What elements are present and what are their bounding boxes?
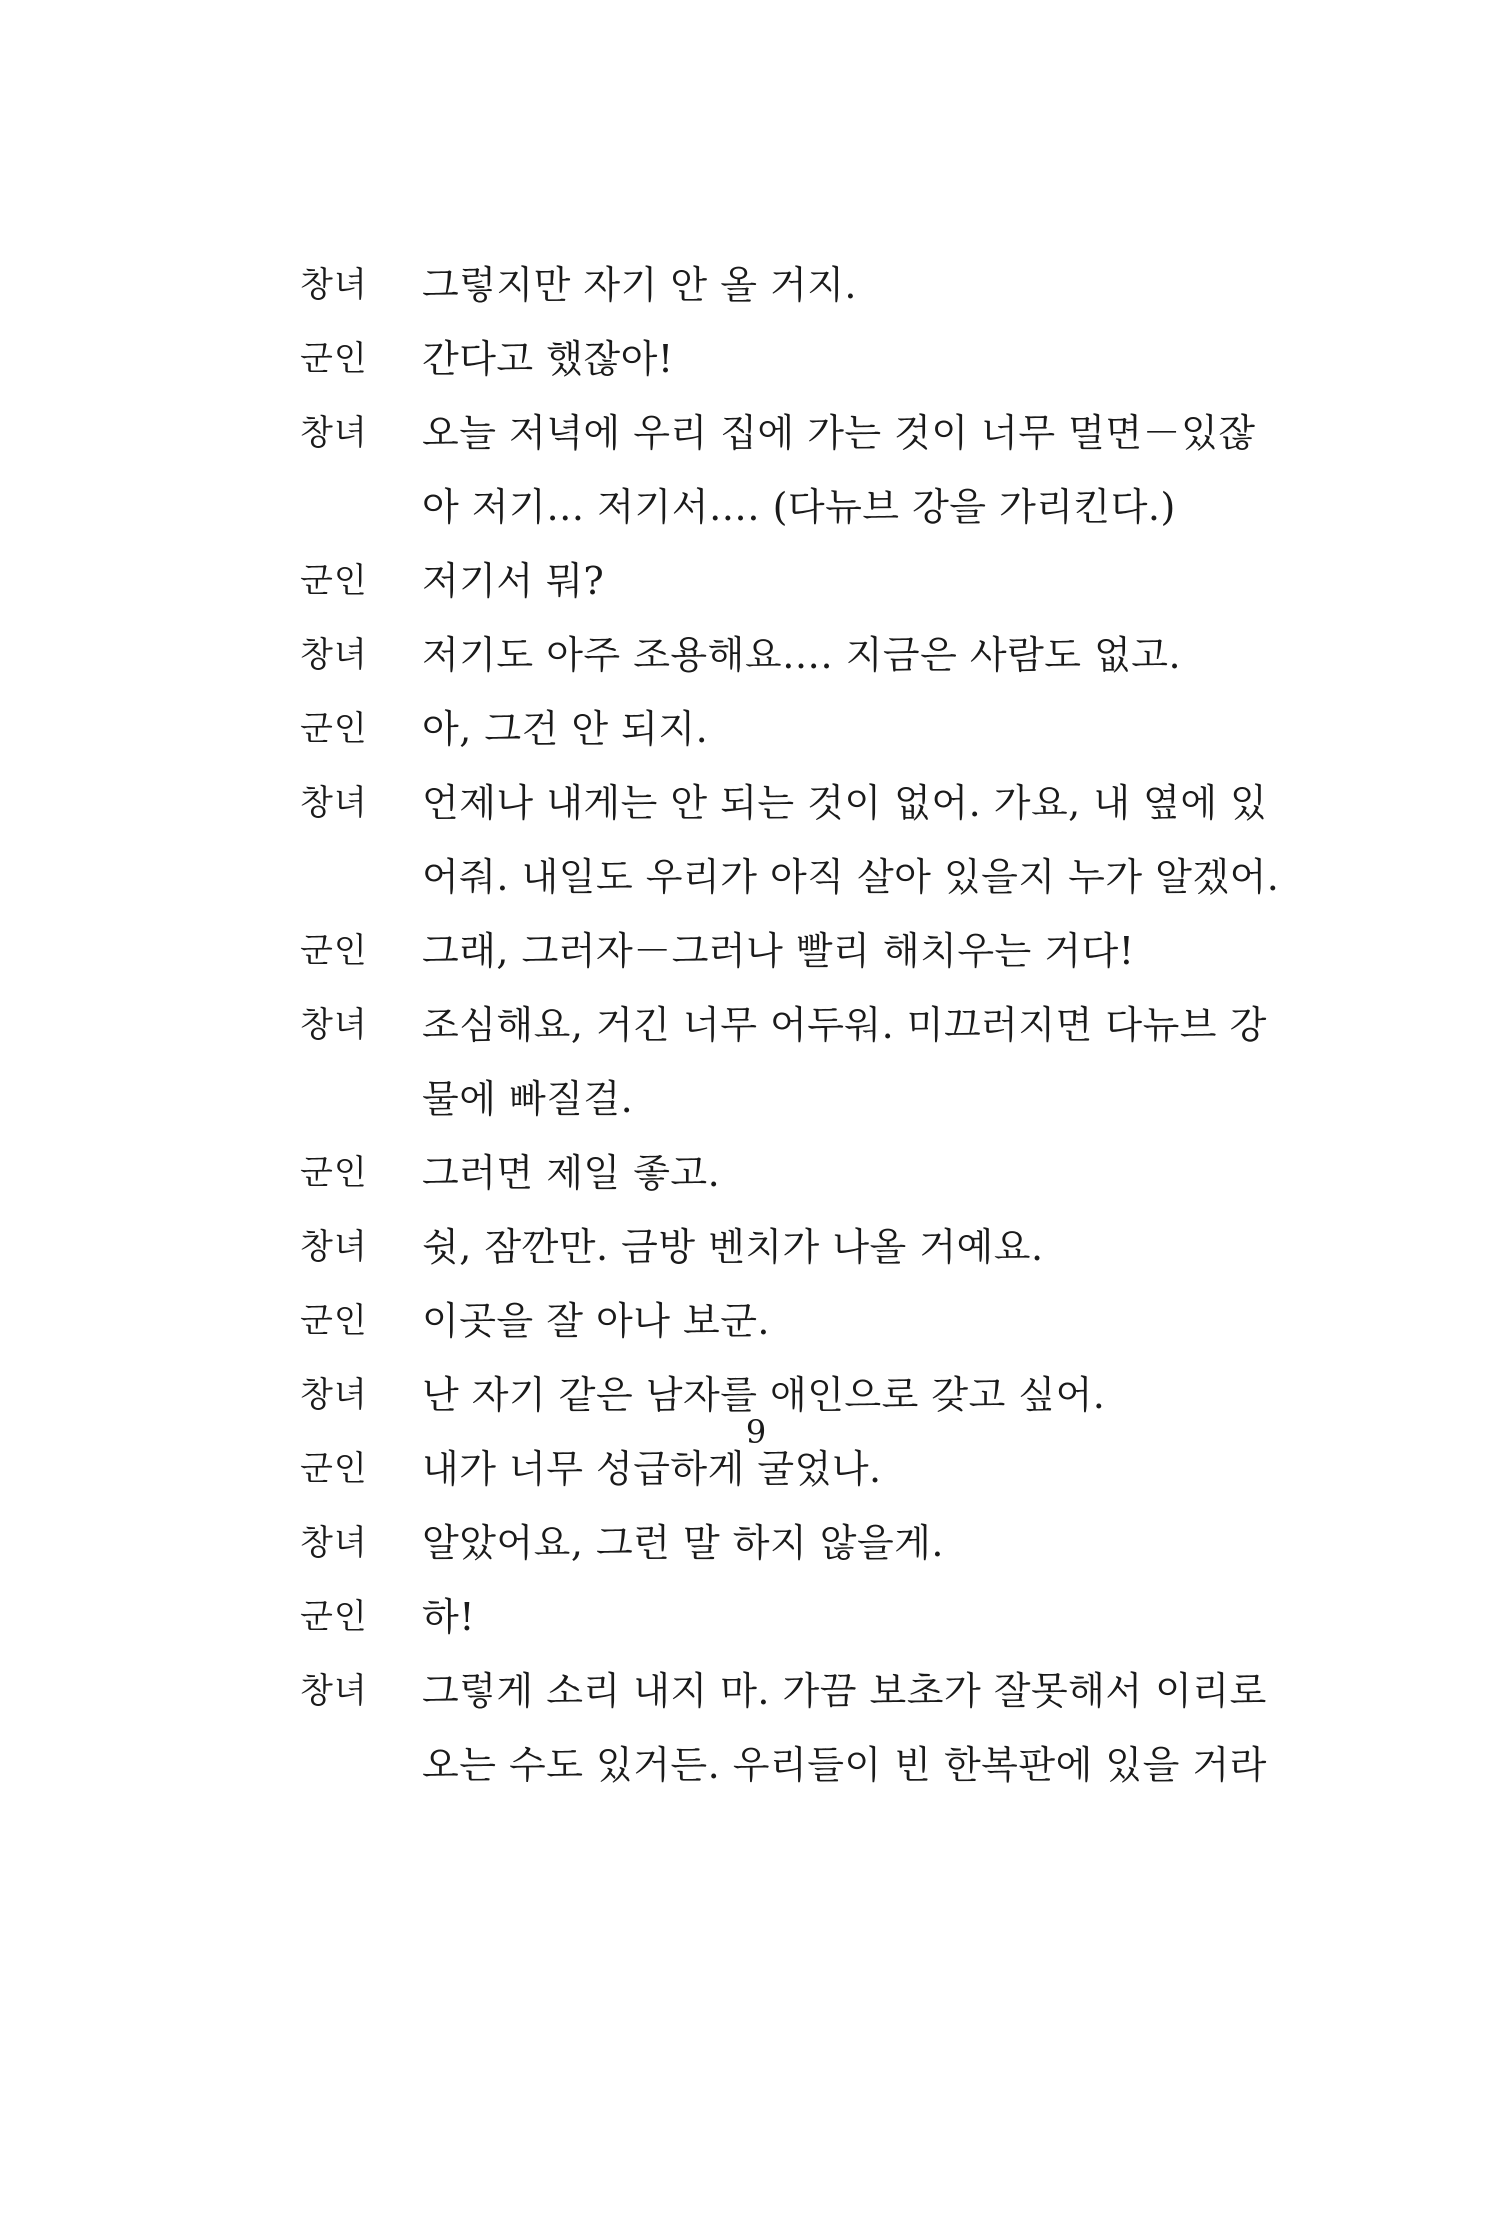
dialogue-line xyxy=(300,988,1267,1062)
dialogue-text: 알았어요, 그런 말 하지 않을게. xyxy=(422,1521,944,1565)
speaker-name: 창녀 xyxy=(300,1671,368,1711)
dialogue-line xyxy=(300,1506,1260,1580)
speaker-name: 창녀 xyxy=(300,413,368,453)
dialogue-text: 저기서 뭐? xyxy=(422,559,605,603)
page-number: 9 xyxy=(745,1413,767,1451)
dialogue-line xyxy=(300,322,1260,396)
dialogue-line xyxy=(300,914,1260,988)
dialogue-line xyxy=(300,1580,1260,1654)
speaker-name: 군인 xyxy=(300,339,368,379)
speaker-name: 군인 xyxy=(300,1301,368,1341)
dialogue-line xyxy=(300,1210,1260,1284)
dialogue-text: 그렇게 소리 내지 마. 가끔 보초가 잘못해서 이리로 xyxy=(422,1669,1267,1713)
dialogue-line xyxy=(300,396,1260,470)
dialogue-text: 오는 수도 있거든. 우리들이 빈 한복판에 있을 거라 xyxy=(422,1743,1267,1787)
dialogue-text: 그래, 그러자－그러나 빨리 해치우는 거다! xyxy=(422,929,1135,973)
dialogue-text: 그렇지만 자기 안 올 거지. xyxy=(422,263,857,307)
dialogue-text: 이곳을 잘 아나 보군. xyxy=(422,1299,770,1343)
speaker-name: 창녀 xyxy=(300,1523,368,1563)
speaker-name: 창녀 xyxy=(300,265,368,305)
dialogue-line xyxy=(300,248,1260,322)
dialogue-line xyxy=(300,692,1260,766)
dialogue-continuation-line xyxy=(300,840,1280,914)
dialogue-text: 언제나 내게는 안 되는 것이 없어. 가요, 내 옆에 있 xyxy=(422,781,1268,825)
dialogue-text: 하! xyxy=(422,1595,475,1639)
speaker-name: 군인 xyxy=(300,1597,368,1637)
speaker-name: 창녀 xyxy=(300,1227,368,1267)
dialogue-text: 물에 빠질걸. xyxy=(422,1077,634,1121)
dialogue-line xyxy=(300,618,1260,692)
speaker-name: 창녀 xyxy=(300,783,368,823)
dialogue-text: 조심해요, 거긴 너무 어두워. 미끄러지면 다뉴브 강 xyxy=(422,1003,1267,1047)
speaker-name: 창녀 xyxy=(300,1005,368,1045)
speaker-name: 군인 xyxy=(300,709,368,749)
speaker-name: 군인 xyxy=(300,561,368,601)
dialogue-line xyxy=(300,1284,1260,1358)
dialogue-continuation-line xyxy=(300,1728,1267,1802)
dialogue-text: 오늘 저녁에 우리 집에 가는 것이 너무 멀면－있잖 xyxy=(422,411,1256,455)
dialogue-text: 난 자기 같은 남자를 애인으로 갖고 싶어. xyxy=(422,1373,1106,1417)
speaker-name: 군인 xyxy=(300,1153,368,1193)
dialogue-line xyxy=(300,1654,1267,1728)
dialogue-text: 간다고 했잖아! xyxy=(422,337,674,381)
dialogue-text: 그러면 제일 좋고. xyxy=(422,1151,721,1195)
dialogue-text: 내가 너무 성급하게 굴었나. xyxy=(422,1447,882,1491)
speaker-name: 창녀 xyxy=(300,635,368,675)
dialogue-continuation-line xyxy=(300,1062,1260,1136)
dialogue-text: 어줘. 내일도 우리가 아직 살아 있을지 누가 알겠어. xyxy=(422,855,1280,899)
dialogue-text: 아 저기… 저기서…. (다뉴브 강을 가리킨다.) xyxy=(422,485,1176,529)
speaker-name: 군인 xyxy=(300,931,368,971)
dialogue-continuation-line xyxy=(300,470,1260,544)
speaker-name: 군인 xyxy=(300,1449,368,1489)
dialogue-text: 저기도 아주 조용해요…. 지금은 사람도 없고. xyxy=(422,633,1182,677)
dialogue-text: 쉿, 잠깐만. 금방 벤치가 나올 거예요. xyxy=(422,1225,1044,1269)
dialogue-line xyxy=(300,544,1260,618)
dialogue-block xyxy=(300,248,1280,1802)
dialogue-line xyxy=(300,1136,1260,1210)
dialogue-text: 아, 그건 안 되지. xyxy=(422,707,709,751)
dialogue-line xyxy=(300,766,1268,840)
speaker-name: 창녀 xyxy=(300,1375,368,1415)
